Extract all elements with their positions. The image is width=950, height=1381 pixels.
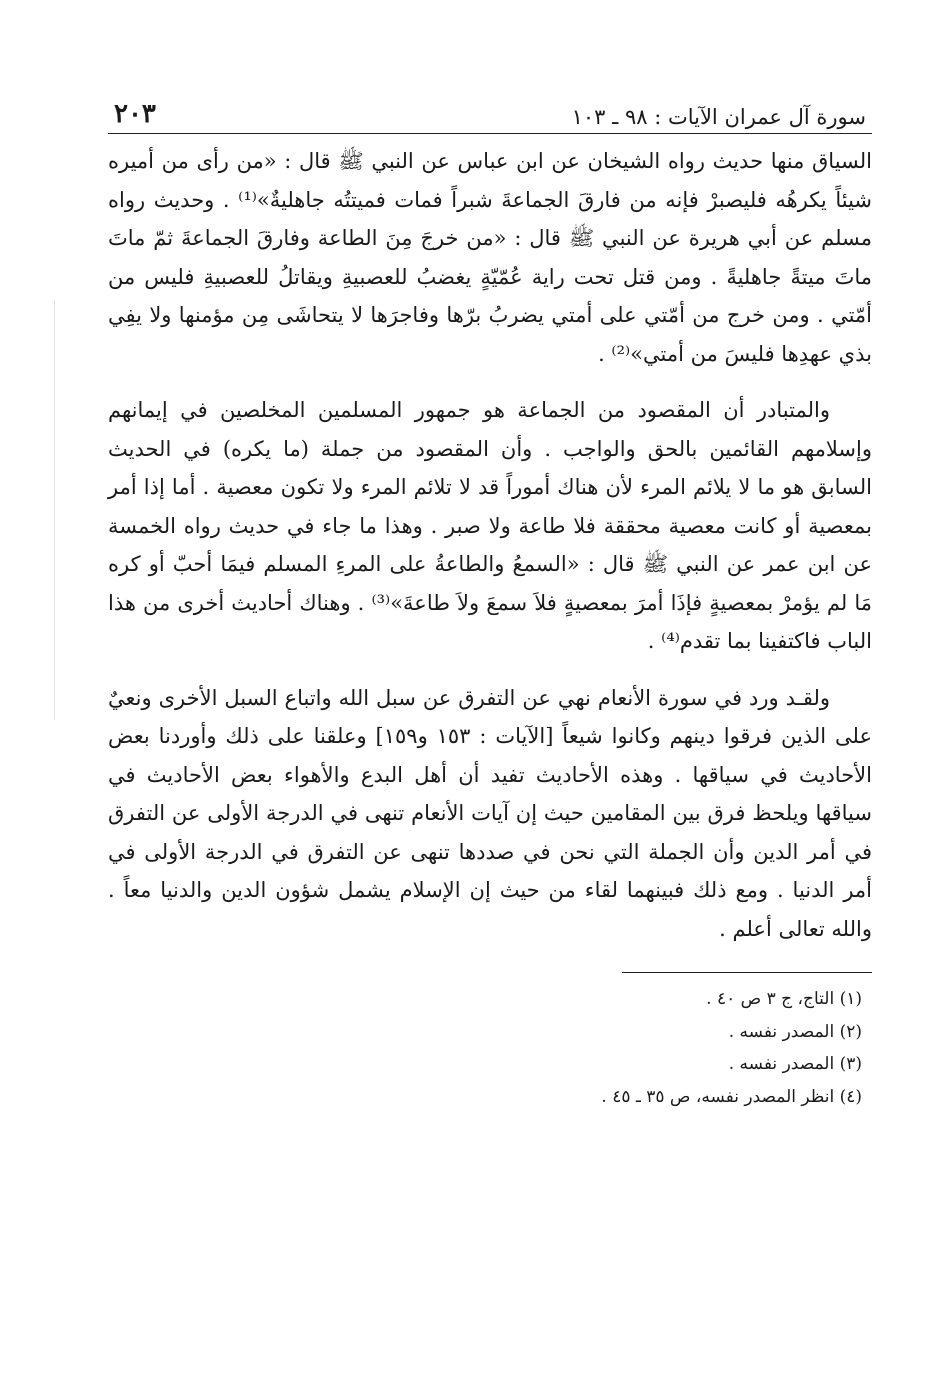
paragraph-2: والمتبادر أن المقصود من الجماعة هو جمهور المسلمين المخلصين في إيمانهم وإسلامهم القائمين بالحق والواجب . وأن المقصود من جملة (ما يكره) في الحديث السابق هو ما لا يلائم المرء لأن هناك أموراً قد لا تلائم المرء ولا تكون معصية . أما إذا أمر بمعصية أو كانت معصية محققة فلا طاعة ولا صبر . وهذا ما جاء في حديث رواه الخمسة عن ابن عمر عن النبي ﷺ قال : «السمعُ والطاعةُ على المرءِ المسلم فيمَا أحبّ أو كره مَا لم يؤمرْ بمعصيةٍ فإذَا أمرَ بمعصيةٍ فلاَ سمعَ ولاَ طاعةَ»⁽³⁾ . وهناك أحاديث أخرى من هذا الباب فاكتفينا بما تقدم⁽⁴⁾ . [108,398,873,653]
footnote-3: (٣) المصدر نفسه . [728,1054,862,1074]
footnotes [108,983,872,1113]
page-number: ٢٠٣ [114,99,156,129]
book-page [108,96,872,1113]
paragraph-1: السياق منها حديث رواه الشيخان عن ابن عباس عن النبي ﷺ قال : «من رأى من أميره شيئاً يكرهُه فليصبرْ فإنه من فارقَ الجماعةَ شبراً فمات فميتتُه جاهليةٌ»⁽¹⁾ . وحديث رواه مسلم عن أبي هريرة عن النبي ﷺ قال : «من خرجَ مِنَ الطاعة وفارقَ الجماعةَ ثمّ ماتَ ماتَ ميتةً جاهليةً . ومن قتل تحت راية عُمّيّةٍ يغضبُ للعصبيةِ ويقاتلُ للعصبيةِ فليس من أمّتي . ومن خرج من أمّتي على أمتي يضربُ برّها وفاجرَها لا يتحاشَى مِن مؤمنها ولا يفِي بذي عهدِها فليسَ من أمتي»⁽²⁾ . [108,149,873,366]
footnote-1: (١) التاج، ج ٣ ص ٤٠ . [706,989,862,1009]
footnote-separator [622,972,872,973]
running-header [108,96,872,134]
main-text [108,142,872,948]
running-title: سورة آل عمران الآيات : ٩٨ ـ ١٠٣ [571,105,866,129]
page-edge-shadow [54,300,55,720]
footnote-4: (٤) انظر المصدر نفسه، ص ٣٥ ـ ٤٥ . [601,1086,862,1107]
paragraph-3: ولقـد ورد في سورة الأنعام نهي عن التفرق عن سبل الله واتباع السبل الأخرى ونعيٌ على الذين فرقوا دينهم وكانوا شيعاً [الآيات : ١٥٣ و١٥٩] وعلقنا على ذلك وأوردنا بعض الأحاديث في سياقها . وهذه الأحاديث تفيد أن أهل البدع والأهواء بعض الأحاديث في سياقها ويلحظ فرق بين المقامين حيث إن آيات الأنعام تنهى في الدرجة الأولى عن التفرق في أمر الدين وأن الجملة التي نحن في صددها تنهى عن التفرق في الدرجة الأولى في أمر الدنيا . ومع ذلك فبينهما لقاء من حيث إن الإسلام يشمل شؤون الدين والدنيا معاً . والله تعالى أعلم . [108,685,872,941]
footnote-2: (٢) المصدر نفسه . [728,1021,862,1042]
